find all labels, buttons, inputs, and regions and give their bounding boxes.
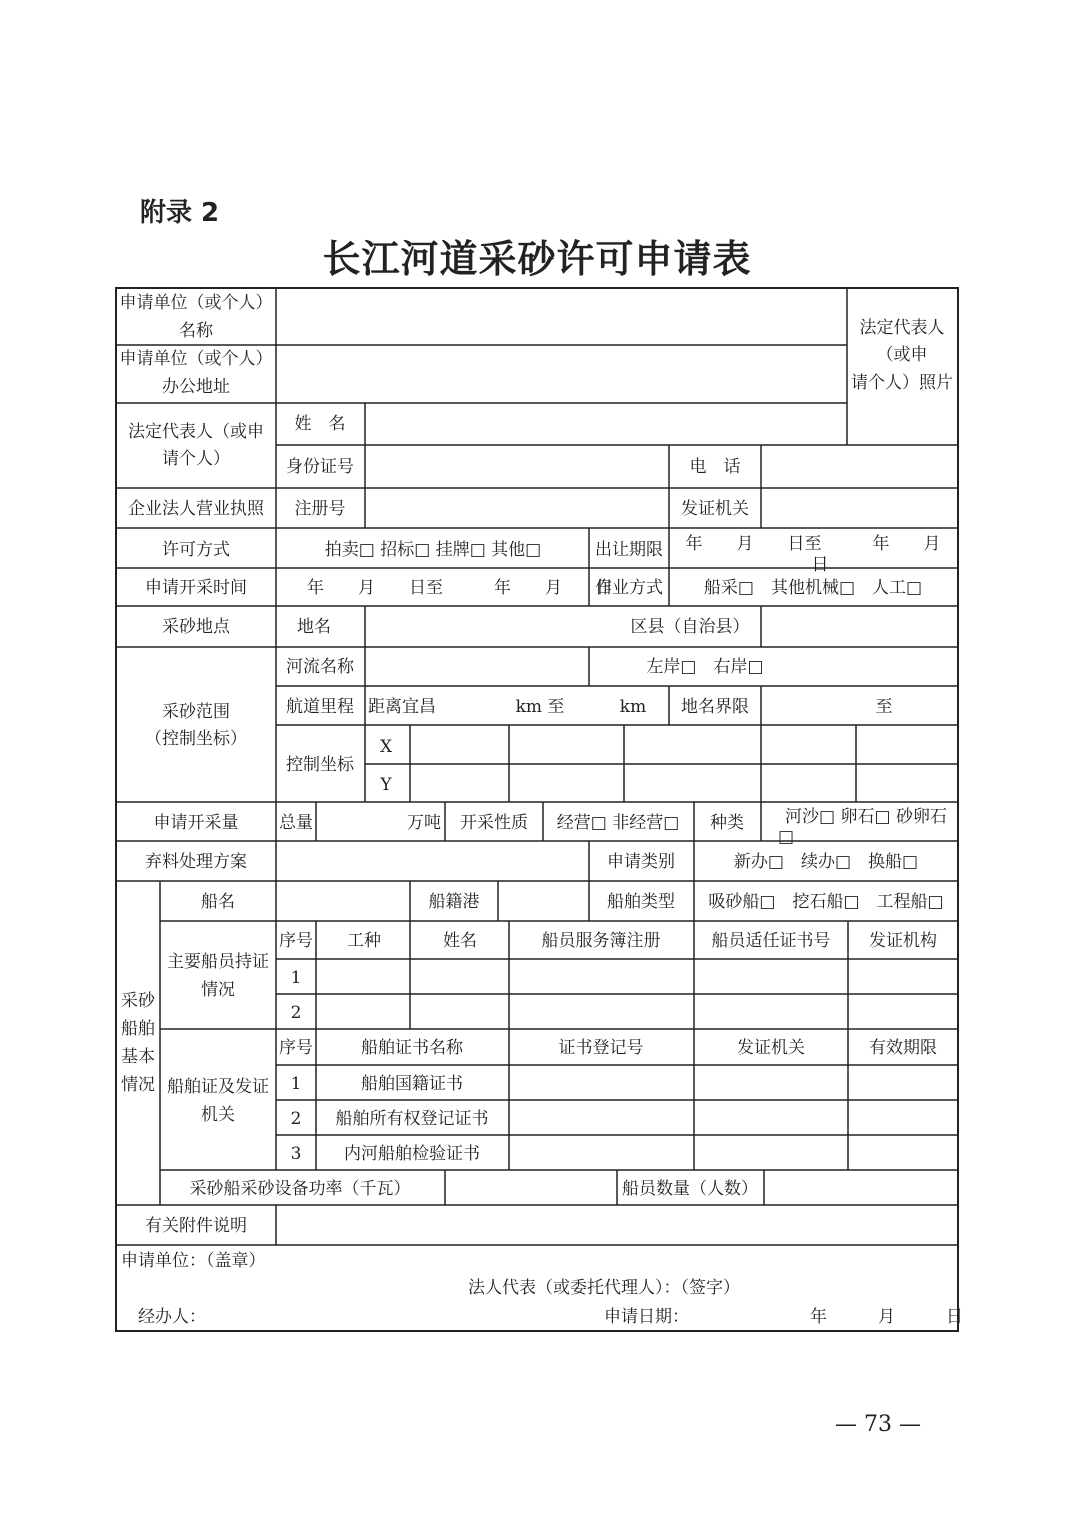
ship-name-label: 船名 <box>201 892 235 912</box>
photo-label: 法定代表人 <box>859 318 945 338</box>
office-address-label: 申请单位（或个人） <box>119 349 273 369</box>
district-label: 区县（自治县） <box>630 617 750 637</box>
crew-header: 姓名 <box>443 931 477 951</box>
applicant-name-label: 名称 <box>179 321 213 341</box>
crew-header: 工种 <box>347 931 381 951</box>
crew-header: 船员服务簿注册 <box>541 931 661 951</box>
crew-row-number: 2 <box>290 1003 302 1023</box>
photo-label: （或申 <box>876 345 928 365</box>
cert-row-number: 1 <box>290 1074 302 1094</box>
transfer-period-value: 年 月 日至 年 月 <box>685 534 941 554</box>
waste-plan-label: 弃料处理方案 <box>145 852 247 872</box>
to-label: 至 <box>875 697 893 717</box>
mining-range-label: 采砂范围 <box>162 702 230 722</box>
cert-row-number: 3 <box>290 1144 302 1164</box>
nature-options: 经营□ 非经营□ <box>556 813 680 833</box>
legal-rep-label: 法定代表人（或申 <box>128 422 264 442</box>
certificate-label: 船舶证及发证 <box>167 1077 269 1097</box>
crew-label: 主要船员持证 <box>167 952 269 972</box>
work-method-options: 船采□ 其他机械□ 人工□ <box>703 578 923 598</box>
permit-method-label: 许可方式 <box>162 540 230 560</box>
home-port-label: 船籍港 <box>428 892 480 912</box>
mining-time-value: 年 月 日至 年 月 日 <box>307 578 613 598</box>
business-license-label: 企业法人营业执照 <box>128 499 264 519</box>
cert-header: 证书登记号 <box>558 1038 644 1058</box>
appendix-label: 附录 2 <box>140 198 220 228</box>
crew-header: 船员适任证书号 <box>711 931 831 951</box>
kind-options: 河沙□ 卵石□ 砂卵石 <box>785 807 947 827</box>
cert-header: 有效期限 <box>869 1038 937 1058</box>
mining-volume-label: 申请开采量 <box>153 813 239 833</box>
kind-label: 种类 <box>710 813 744 833</box>
app-category-label: 申请类别 <box>607 852 675 872</box>
transfer-period-value: 日 <box>811 555 829 575</box>
ship-type-options: 吸砂船□ 挖石船□ 工程船□ <box>708 892 944 912</box>
application-date-value: 年 月 日 <box>810 1307 963 1327</box>
page-number: — 73 — <box>835 1412 921 1437</box>
x-coord-label: X <box>379 737 393 757</box>
vessel-info-label: 船舶 <box>121 1019 155 1039</box>
total-label: 总量 <box>279 813 313 833</box>
attachments-label: 有关附件说明 <box>145 1216 247 1236</box>
crew-header: 序号 <box>279 931 313 951</box>
cert-row-number: 2 <box>290 1109 302 1129</box>
legal-signature-label: 法人代表（或委托代理人）：（签字） <box>468 1278 740 1298</box>
cert-header: 序号 <box>279 1038 313 1058</box>
phone-label: 电 话 <box>689 457 741 477</box>
ship-type-label: 船舶类型 <box>607 892 675 912</box>
km-to-label: km 至 <box>515 697 565 717</box>
legal-rep-label: 请个人） <box>162 449 230 469</box>
vessel-info-label: 情况 <box>121 1075 155 1095</box>
crew-count-label: 船员数量（人数） <box>622 1179 758 1199</box>
reg-number-label: 注册号 <box>294 499 346 519</box>
channel-mileage-label: 航道里程 <box>286 697 354 717</box>
mining-time-label: 申请开采时间 <box>145 578 247 598</box>
vessel-info-label: 采砂 <box>121 991 155 1011</box>
place-name-label: 地名 <box>297 617 331 637</box>
river-name-label: 河流名称 <box>286 657 354 677</box>
cert-header: 船舶证书名称 <box>361 1038 463 1058</box>
permit-method-options: 拍卖□ 招标□ 挂牌□ 其他□ <box>324 540 542 560</box>
issuing-authority-label: 发证机关 <box>681 499 749 519</box>
mining-range-label: （控制坐标） <box>145 729 247 749</box>
crew-row-number: 1 <box>290 968 302 988</box>
cert-header: 发证机关 <box>737 1038 805 1058</box>
cert-row-name: 船舶所有权登记证书 <box>335 1109 489 1129</box>
vessel-info-label: 基本 <box>121 1047 155 1067</box>
office-address-label: 办公地址 <box>162 377 230 397</box>
crew-label: 情况 <box>201 980 235 1000</box>
ten-k-tons-label: 万吨 <box>407 813 441 833</box>
bank-options: 左岸□ 右岸□ <box>646 657 764 677</box>
km-label: km <box>619 697 647 717</box>
mining-site-label: 采砂地点 <box>162 617 230 637</box>
id-number-label: 身份证号 <box>286 457 354 477</box>
equipment-power-label: 采砂船采砂设备功率（千瓦） <box>189 1179 411 1199</box>
transfer-period-label: 出让期限 <box>595 540 663 560</box>
kind-options: □ <box>777 827 795 847</box>
crew-header: 发证机构 <box>869 931 937 951</box>
dist-from-yichang-label: 距离宜昌 <box>368 697 436 717</box>
control-coords-label: 控制坐标 <box>286 755 354 775</box>
name-label: 姓 名 <box>294 414 346 434</box>
application-date-label: 申请日期： <box>604 1307 689 1327</box>
page-title: 长江河道采砂许可申请表 <box>322 236 752 281</box>
applicant-name-label: 申请单位（或个人） <box>119 293 273 313</box>
app-category-options: 新办□ 续办□ 换船□ <box>733 852 919 872</box>
work-method-label: 作业方式 <box>595 578 663 598</box>
handler-label: 经办人： <box>138 1307 206 1327</box>
cert-row-name: 船舶国籍证书 <box>361 1074 463 1094</box>
y-coord-label: Y <box>380 775 392 795</box>
certificate-label: 机关 <box>201 1105 235 1125</box>
cert-row-name: 内河船舶检验证书 <box>344 1144 480 1164</box>
applicant-seal-label: 申请单位：（盖章） <box>121 1251 266 1271</box>
nature-label: 开采性质 <box>460 813 528 833</box>
photo-label: 请个人）照片 <box>851 373 953 393</box>
place-boundary-label: 地名界限 <box>681 697 749 717</box>
